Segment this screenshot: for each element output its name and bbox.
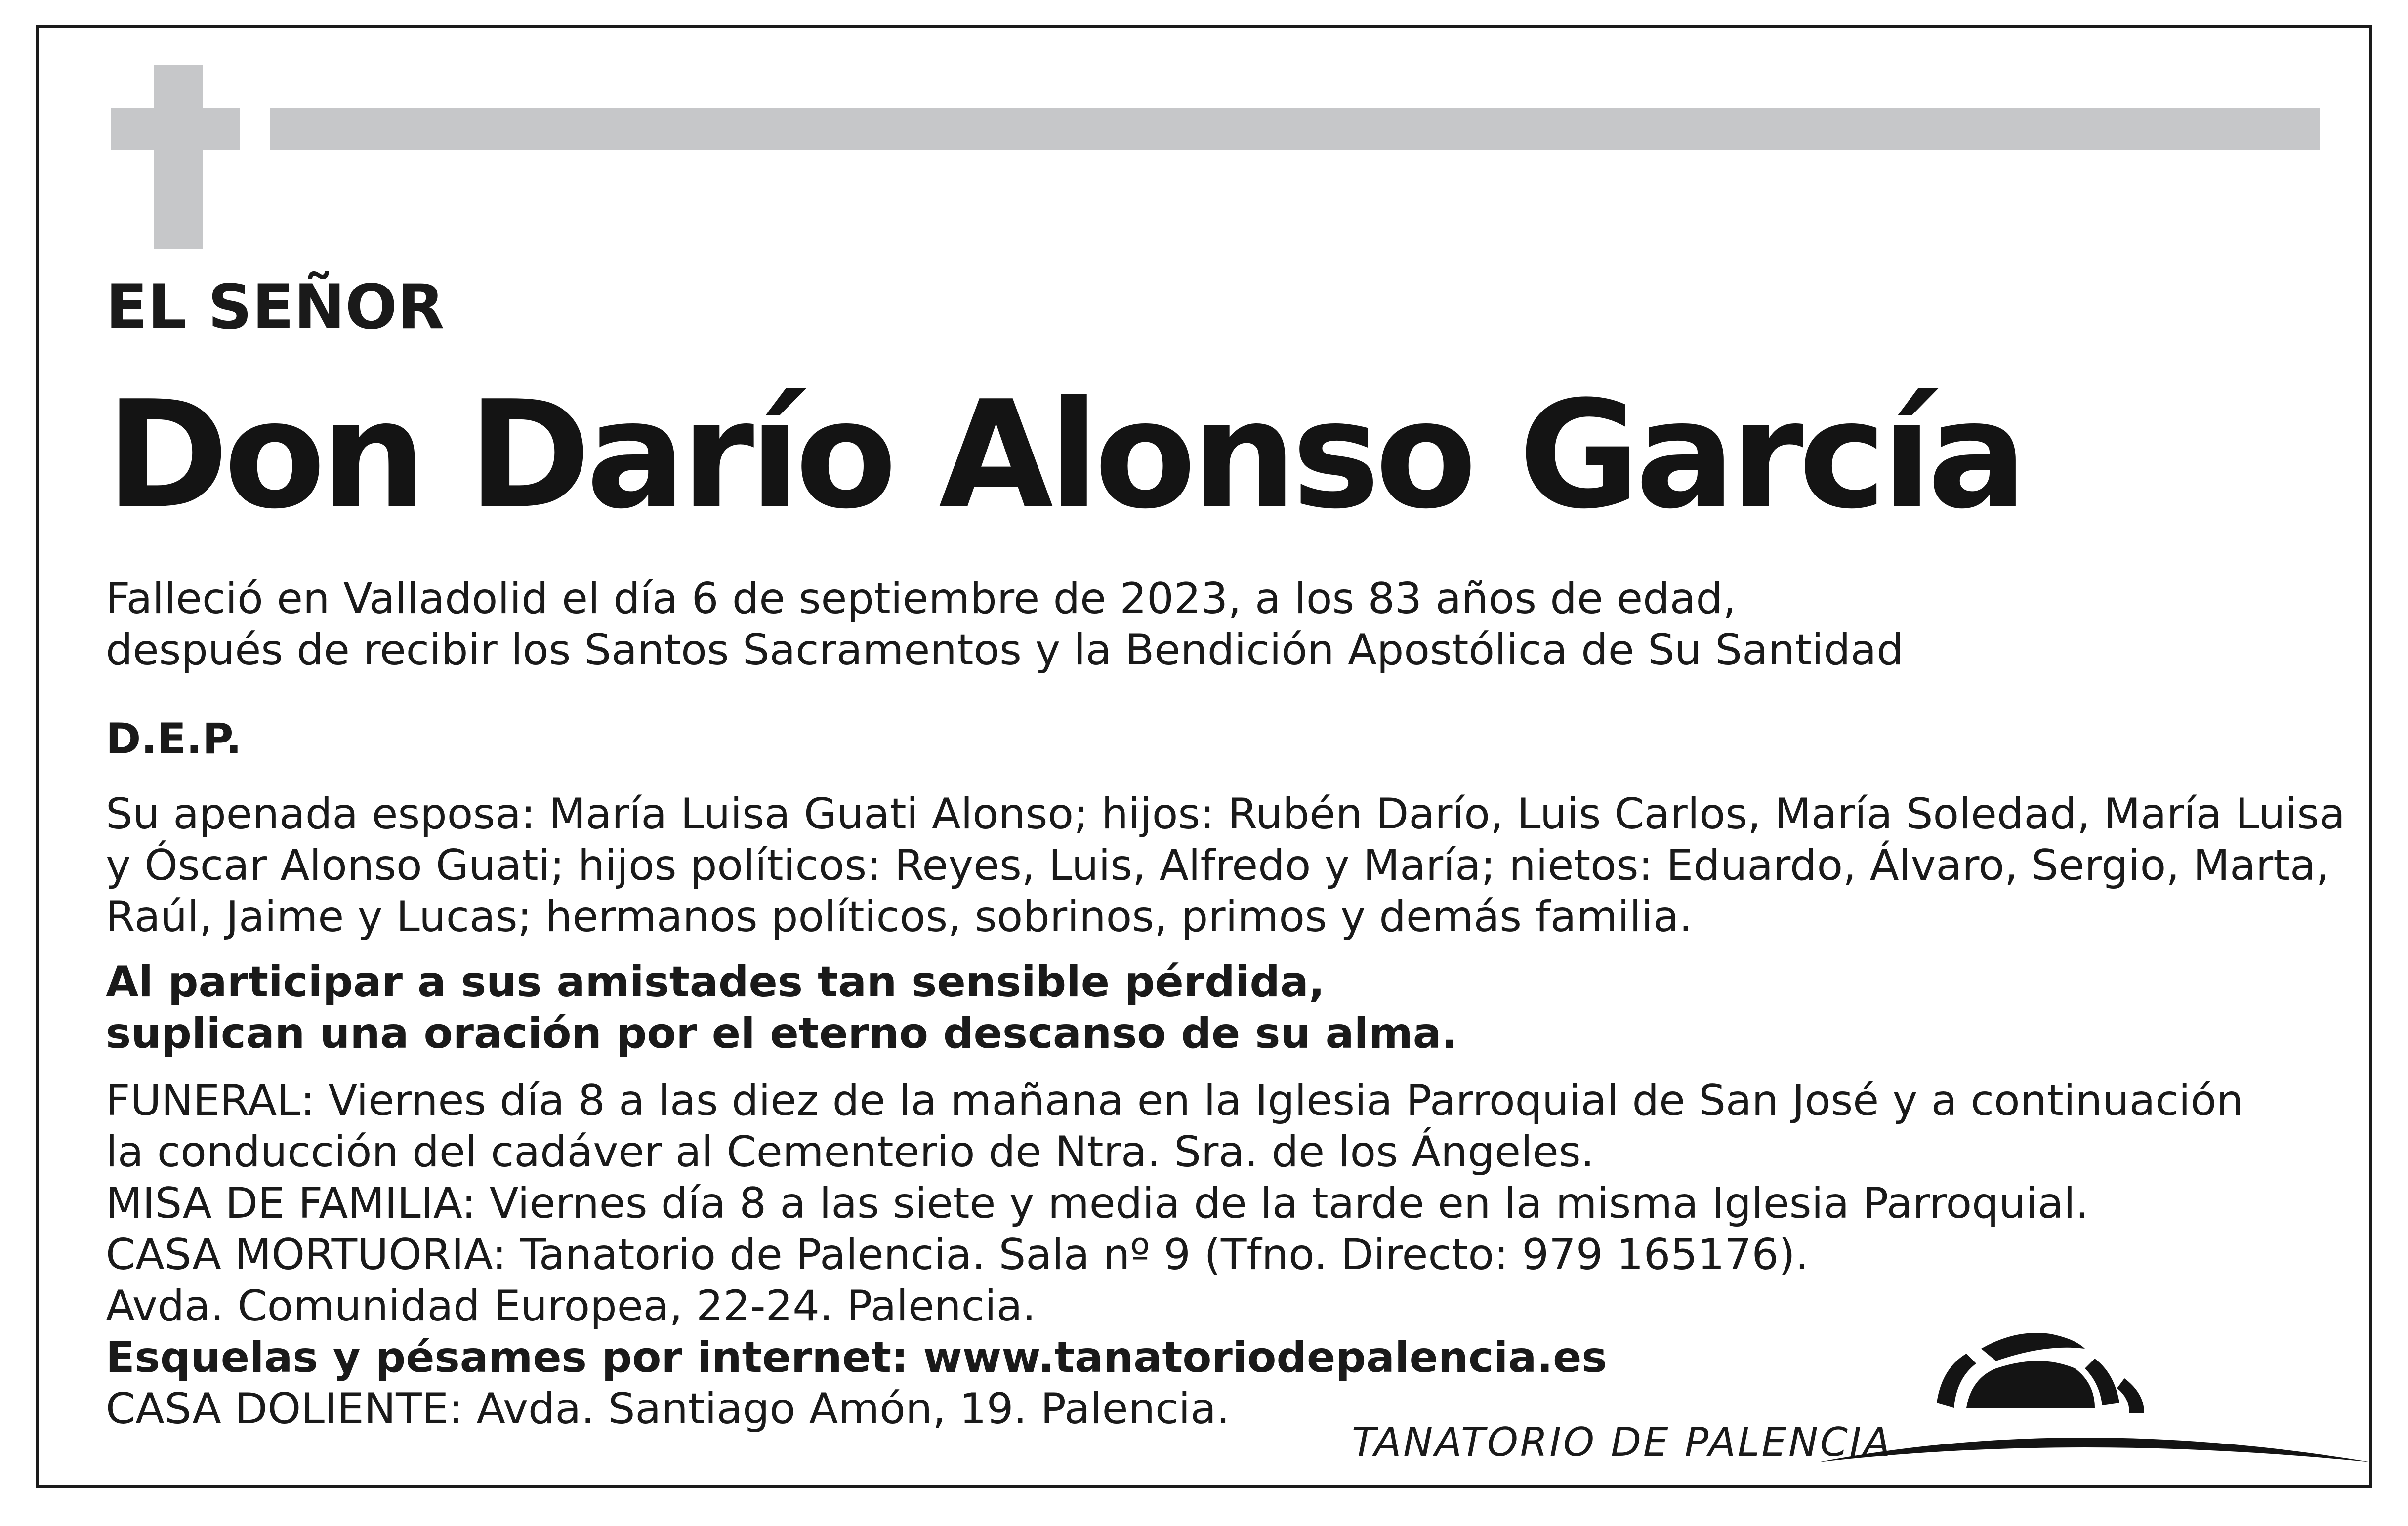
cross-icon <box>154 65 203 249</box>
header-divider-bar <box>270 108 2320 150</box>
tanatorio-logo-icon <box>1818 1314 2376 1482</box>
family-line: Raúl, Jaime y Lucas; hermanos políticos, sobrinos, primos y demás familia. <box>106 892 1693 942</box>
website-line: Esquelas y pésames por internet: www.tanatoriodepalencia.es <box>106 1333 1607 1382</box>
home-address-line: CASA DOLIENTE: Avda. Santiago Amón, 19. Palencia. <box>106 1384 1230 1434</box>
funeral-line-cont: la conducción del cadáver al Cementerio de Ntra. Sra. de los Ángeles. <box>106 1127 1594 1177</box>
family-line: y Óscar Alonso Guati; hijos políticos: Reyes, Luis, Alfredo y María; nietos: Eduardo, Álvaro, Sergio, Marta, <box>106 841 2329 890</box>
mortuary-line: CASA MORTUORIA: Tanatorio de Palencia. Sala nº 9 (Tfno. Directo: 979 165176). <box>106 1230 1809 1279</box>
request-line: suplican una oración por el eterno descanso de su alma. <box>106 1009 1458 1058</box>
funeral-line: FUNERAL: Viernes día 8 a las diez de la mañana en la Iglesia Parroquial de San José y a continuación <box>106 1076 2243 1125</box>
request-line: Al participar a sus amistades tan sensible pérdida, <box>106 957 1325 1007</box>
brand-name: TANATORIO DE PALENCIA <box>1352 1419 1893 1465</box>
intro-paragraph <box>106 573 1904 676</box>
family-line: Su apenada esposa: María Luisa Guati Alonso; hijos: Rubén Darío, Luis Carlos, María Soledad, María Luisa <box>106 789 2345 839</box>
salutation: EL SEÑOR <box>106 272 445 343</box>
intro-line: Falleció en Valladolid el día 6 de septiembre de 2023, a los 83 años de edad, <box>106 574 1737 623</box>
dep-label: D.E.P. <box>106 714 242 764</box>
family-paragraph <box>106 788 2345 943</box>
intro-line: después de recibir los Santos Sacramentos y la Bendición Apostólica de Su Santidad <box>106 625 1904 675</box>
request-paragraph <box>106 956 1457 1059</box>
family-mass-line: MISA DE FAMILIA: Viernes día 8 a las siete y media de la tarde en la misma Iglesia Parroquial. <box>106 1179 2089 1228</box>
mortuary-address-line: Avda. Comunidad Europea, 22-24. Palencia. <box>106 1281 1036 1331</box>
deceased-name: Don Darío Alonso García <box>106 369 2023 541</box>
cross-icon-bar <box>111 108 240 150</box>
